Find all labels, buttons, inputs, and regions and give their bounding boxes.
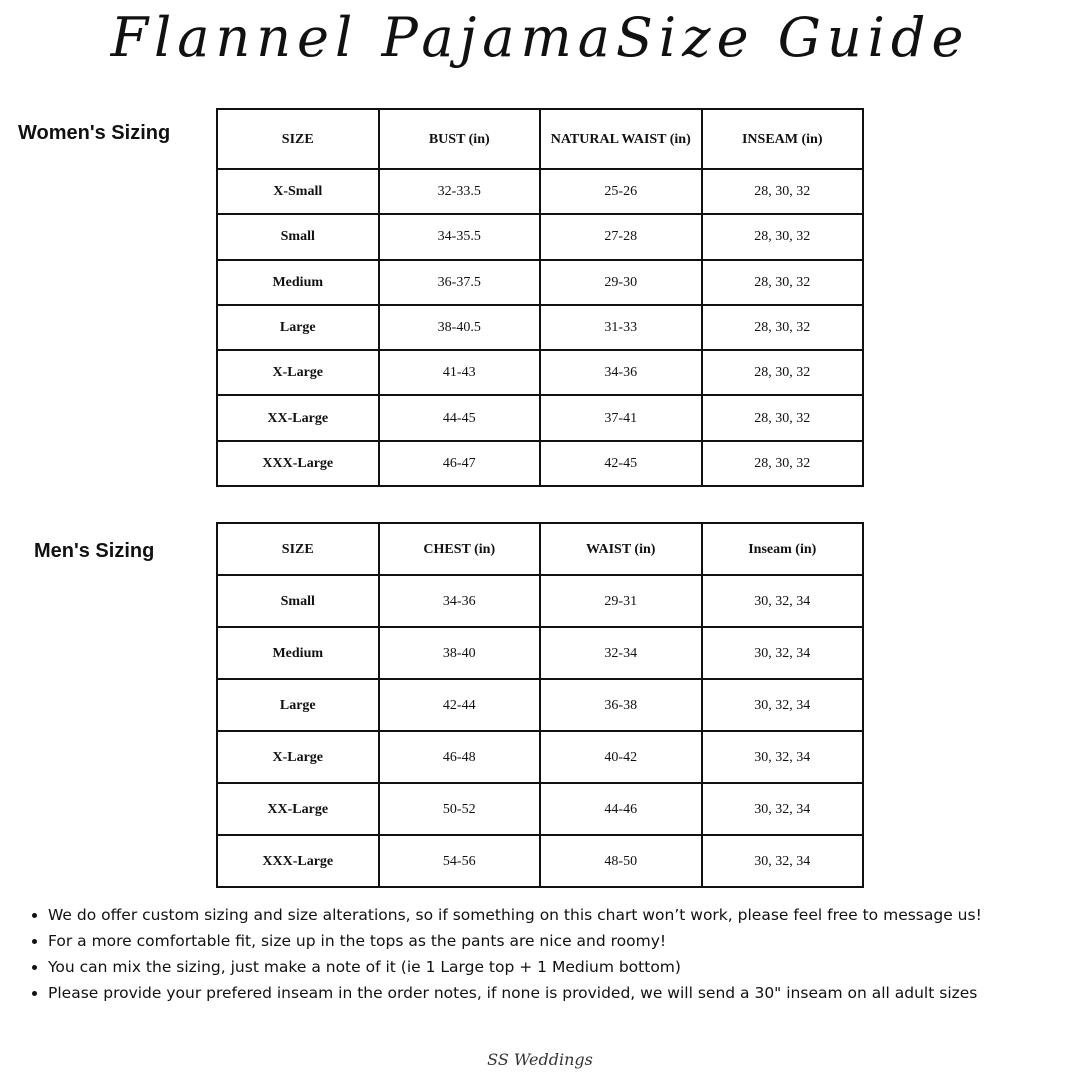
waist-cell: 29-30 — [540, 260, 702, 305]
waist-cell: 36-38 — [540, 679, 702, 731]
inseam-cell: 28, 30, 32 — [702, 169, 864, 214]
waist-cell: 40-42 — [540, 731, 702, 783]
table-header-row — [217, 109, 863, 169]
size-cell: X-Large — [217, 731, 379, 783]
header-bust: BUST (in) — [379, 109, 541, 169]
inseam-cell: 30, 32, 34 — [702, 783, 864, 835]
chest-cell: 54-56 — [379, 835, 541, 887]
header-inseam: Inseam (in) — [702, 523, 864, 575]
inseam-cell: 30, 32, 34 — [702, 627, 864, 679]
size-cell: Medium — [217, 260, 379, 305]
bust-cell: 46-47 — [379, 441, 541, 486]
waist-cell: 37-41 — [540, 395, 702, 440]
size-cell: Medium — [217, 627, 379, 679]
table-row — [217, 305, 863, 350]
waist-cell: 25-26 — [540, 169, 702, 214]
waist-cell: 29-31 — [540, 575, 702, 627]
table-row — [217, 214, 863, 259]
table-row — [217, 441, 863, 486]
table-row — [217, 169, 863, 214]
inseam-cell: 30, 32, 34 — [702, 731, 864, 783]
list-item: • Please provide your prefered inseam in the order notes, if none is provided, we will send a 30" inseam on all adult sizes — [48, 980, 1080, 1006]
men-size-table — [216, 522, 864, 888]
header-inseam: INSEAM (in) — [702, 109, 864, 169]
size-cell: XX-Large — [217, 783, 379, 835]
chest-cell: 46-48 — [379, 731, 541, 783]
inseam-cell: 30, 32, 34 — [702, 575, 864, 627]
header-natural-waist: NATURAL WAIST (in) — [540, 109, 702, 169]
inseam-cell: 28, 30, 32 — [702, 350, 864, 395]
waist-cell: 34-36 — [540, 350, 702, 395]
list-item: • For a more comfortable fit, size up in the tops as the pants are nice and roomy! — [48, 928, 1080, 954]
size-cell: XXX-Large — [217, 835, 379, 887]
header-waist: WAIST (in) — [540, 523, 702, 575]
table-row — [217, 835, 863, 887]
list-item: • You can mix the sizing, just make a note of it (ie 1 Large top + 1 Medium bottom) — [48, 954, 1080, 980]
women-sizing-label: Women's Sizing — [18, 122, 171, 144]
table-row — [217, 783, 863, 835]
inseam-cell: 28, 30, 32 — [702, 214, 864, 259]
table-row — [217, 627, 863, 679]
size-cell: Large — [217, 305, 379, 350]
table-row — [217, 395, 863, 440]
notes-list — [26, 902, 1080, 1006]
size-cell: XXX-Large — [217, 441, 379, 486]
waist-cell: 32-34 — [540, 627, 702, 679]
waist-cell: 48-50 — [540, 835, 702, 887]
table-row — [217, 679, 863, 731]
chest-cell: 50-52 — [379, 783, 541, 835]
inseam-cell: 28, 30, 32 — [702, 441, 864, 486]
header-size: SIZE — [217, 109, 379, 169]
bust-cell: 34-35.5 — [379, 214, 541, 259]
inseam-cell: 30, 32, 34 — [702, 679, 864, 731]
header-chest: CHEST (in) — [379, 523, 541, 575]
page-title: Flannel PajamaSize Guide — [110, 6, 970, 69]
table-row — [217, 731, 863, 783]
bust-cell: 41-43 — [379, 350, 541, 395]
inseam-cell: 28, 30, 32 — [702, 305, 864, 350]
inseam-cell: 30, 32, 34 — [702, 835, 864, 887]
bust-cell: 32-33.5 — [379, 169, 541, 214]
table-header-row — [217, 523, 863, 575]
size-cell: Small — [217, 214, 379, 259]
inseam-cell: 28, 30, 32 — [702, 260, 864, 305]
brand-signature: SS Weddings — [487, 1050, 593, 1069]
waist-cell: 44-46 — [540, 783, 702, 835]
chest-cell: 38-40 — [379, 627, 541, 679]
size-cell: Small — [217, 575, 379, 627]
size-cell: X-Small — [217, 169, 379, 214]
chest-cell: 34-36 — [379, 575, 541, 627]
chest-cell: 42-44 — [379, 679, 541, 731]
size-cell: Large — [217, 679, 379, 731]
size-cell: X-Large — [217, 350, 379, 395]
header-size: SIZE — [217, 523, 379, 575]
table-row — [217, 350, 863, 395]
size-cell: XX-Large — [217, 395, 379, 440]
bust-cell: 36-37.5 — [379, 260, 541, 305]
bust-cell: 38-40.5 — [379, 305, 541, 350]
waist-cell: 27-28 — [540, 214, 702, 259]
women-size-table — [216, 108, 864, 487]
list-item: • We do offer custom sizing and size alterations, so if something on this chart won’t work, please feel free to message us! — [48, 902, 1080, 928]
waist-cell: 42-45 — [540, 441, 702, 486]
table-row — [217, 575, 863, 627]
inseam-cell: 28, 30, 32 — [702, 395, 864, 440]
table-row — [217, 260, 863, 305]
men-sizing-label: Men's Sizing — [34, 540, 155, 562]
bust-cell: 44-45 — [379, 395, 541, 440]
waist-cell: 31-33 — [540, 305, 702, 350]
